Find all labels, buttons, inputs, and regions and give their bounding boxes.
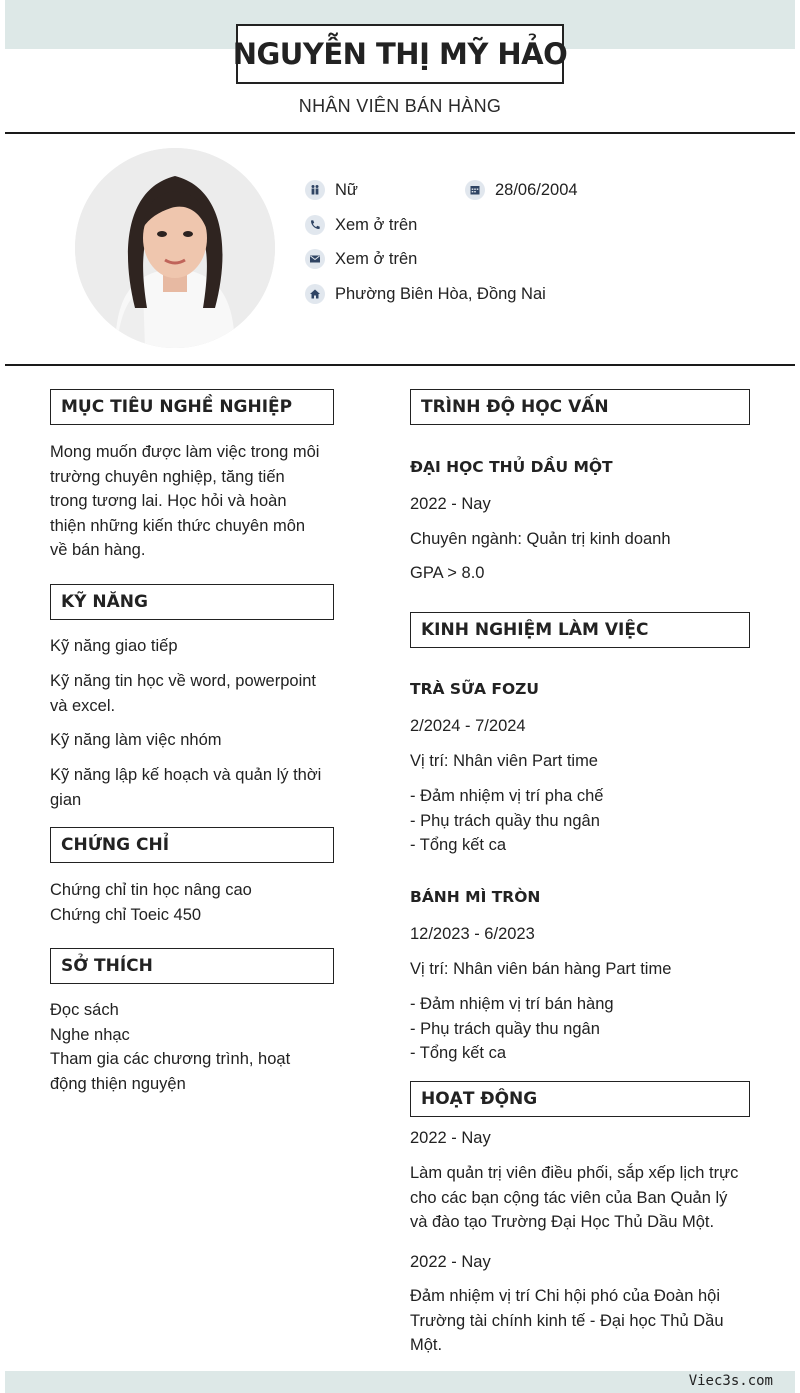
full-name: NGUYỄN THỊ MỸ HẢO (232, 37, 568, 71)
address-row (305, 284, 546, 304)
objective-text (50, 440, 334, 563)
skill-line: gian (50, 790, 82, 809)
activity-line: và đào tạo Trường Đại Học Thủ Dầu Một. (410, 1213, 715, 1231)
address-value: Phường Biên Hòa, Đồng Nai (335, 284, 546, 303)
hobbies-heading: SỞ THÍCH (50, 948, 334, 984)
education-major: Chuyên ngành: Quản trị kinh doanh (410, 530, 671, 548)
job-position: Vị trí: Nhân viên bán hàng Part time (410, 960, 672, 978)
name-box (232, 24, 568, 84)
skill-line: và excel. (50, 696, 116, 715)
education-gpa: GPA > 8.0 (410, 564, 485, 582)
certificate-item: Chứng chỉ tin học nâng cao (50, 881, 252, 899)
header-divider (5, 132, 795, 134)
job-task: - Đảm nhiệm vị trí bán hàng (410, 995, 614, 1013)
skill-line: Kỹ năng tin học về word, powerpoint (50, 672, 316, 690)
job-position: Vị trí: Nhân viên Part time (410, 752, 598, 770)
job-task: - Tổng kết ca (410, 1044, 506, 1062)
activity-line: cho các bạn cộng tác viên của Ban Quản lý (410, 1188, 728, 1207)
activity-line: Một. (410, 1336, 443, 1354)
job-title: NHÂN VIÊN BÁN HÀNG (298, 96, 502, 116)
home-icon (305, 284, 325, 304)
job-task: - Đảm nhiệm vị trí pha chế (410, 787, 604, 805)
email-value: Xem ở trên (335, 249, 418, 268)
skill-item: Kỹ năng giao tiếp (50, 637, 178, 655)
birthdate-row (465, 180, 578, 200)
gender-row (305, 180, 358, 200)
job-tasks (410, 784, 604, 858)
footer-brand: Viec3s.com (688, 1373, 773, 1389)
activity-line: Trường tài chính kinh tế - Đại học Thủ Dầu (410, 1311, 724, 1330)
profile-photo (75, 148, 275, 348)
activity-line: Đảm nhiệm vị trí Chi hội phó của Đoàn hội (410, 1287, 720, 1305)
activities-heading: HOẠT ĐỘNG (410, 1081, 750, 1117)
phone-icon (305, 215, 325, 235)
info-divider (5, 364, 795, 366)
job-company: TRÀ SỮA FOZU (410, 680, 539, 698)
skill-line: Kỹ năng lập kế hoạch và quản lý thời (50, 766, 322, 784)
skill-item (50, 763, 334, 812)
envelope-icon (305, 249, 325, 269)
skills-heading: KỸ NĂNG (50, 584, 334, 620)
skill-item: Kỹ năng làm việc nhóm (50, 731, 222, 749)
job-task: - Phụ trách quầy thu ngân (410, 811, 600, 830)
hobbies-text (50, 998, 334, 1096)
phone-row (305, 215, 417, 235)
birthdate-value: 28/06/2004 (495, 180, 578, 199)
footer-band (5, 1371, 795, 1393)
objective-line: trong tương lai. Học hỏi và hoàn (50, 492, 287, 510)
job-task: - Phụ trách quầy thu ngân (410, 1019, 600, 1038)
gender-icon (305, 180, 325, 200)
activity-line: Làm quản trị viên điều phối, sắp xếp lịch trực (410, 1164, 739, 1182)
job-tasks (410, 992, 614, 1066)
objective-line: Mong muốn được làm việc trong môi (50, 443, 320, 461)
hobby-line: Tham gia các chương trình, hoạt (50, 1050, 291, 1068)
certificate-list (50, 878, 334, 927)
education-period: 2022 - Nay (410, 495, 491, 513)
skill-item (50, 669, 334, 718)
activity-text (410, 1284, 724, 1358)
activity-text (410, 1161, 738, 1235)
job-company: BÁNH MÌ TRÒN (410, 888, 541, 906)
hobby-line: Đọc sách (50, 1001, 119, 1019)
hobby-line: Nghe nhạc (50, 1025, 130, 1044)
activity-period: 2022 - Nay (410, 1129, 491, 1147)
certificate-item: Chứng chỉ Toeic 450 (50, 905, 202, 924)
activity-period: 2022 - Nay (410, 1253, 491, 1271)
phone-value: Xem ở trên (335, 215, 418, 234)
certificates-heading: CHỨNG CHỈ (50, 827, 334, 863)
email-row (305, 249, 417, 269)
gender-value: Nữ (335, 180, 358, 199)
job-period: 2/2024 - 7/2024 (410, 717, 526, 735)
objective-heading: MỤC TIÊU NGHỀ NGHIỆP (50, 389, 334, 425)
objective-line: trường chuyên nghiệp, tăng tiến (50, 467, 285, 486)
education-heading: TRÌNH ĐỘ HỌC VẤN (410, 389, 750, 425)
job-period: 12/2023 - 6/2023 (410, 925, 535, 943)
job-task: - Tổng kết ca (410, 836, 506, 854)
objective-line: về bán hàng. (50, 541, 146, 559)
school-name: ĐẠI HỌC THỦ DẦU MỘT (410, 458, 613, 476)
objective-line: thiện những kiến thức chuyên môn (50, 516, 306, 535)
hobby-line: động thiện nguyện (50, 1074, 186, 1093)
calendar-icon (465, 180, 485, 200)
experience-heading: KINH NGHIỆM LÀM VIỆC (410, 612, 750, 648)
